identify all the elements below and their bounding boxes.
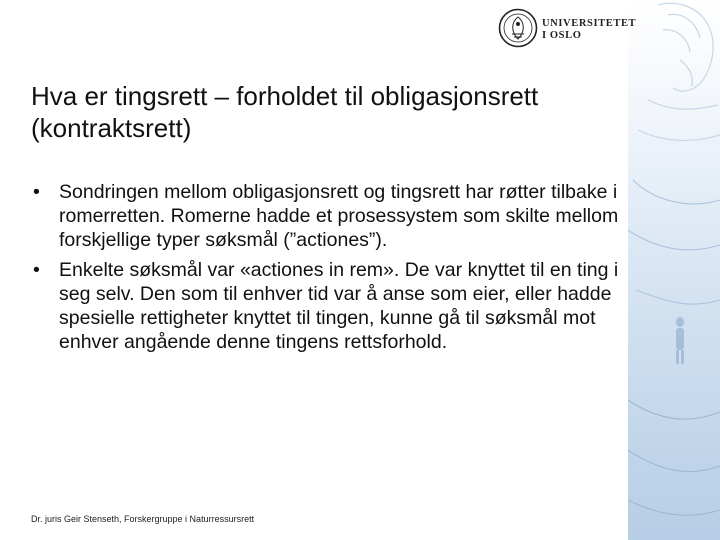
university-logo [498,8,637,50]
logo-line-1: UNIVERSITETET [542,18,637,29]
bullet-list [31,180,631,360]
decorative-side-band [628,0,720,540]
statue-relief-decoration-icon [628,0,720,540]
bullet-item-2 [31,258,631,354]
bullet-item-1 [31,180,631,252]
bullet-text-1: Sondringen mellom obligasjonsrett og tingsrett har røtter tilbake i romerretten. Romerne hadde et prosessystem som skilte mellom forskjellige typer søksmål (”actiones”). [59,181,619,251]
slide-title: Hva er tingsrett – forholdet til obligasjonsrett (kontraktsrett) [31,81,539,143]
slide-footer: Dr. juris Geir Stenseth, Forskergruppe i Naturressursrett [31,514,255,524]
bullet-icon: • [33,259,40,281]
logo-line-2: I OSLO [542,30,582,41]
university-name [542,18,636,42]
bullet-text-2: Enkelte søksmål var «actiones in rem». De var knyttet til en ting i seg selv. Den som til enhver tid var å anse som eier, eller hadde spesielle rettigheter knyttet til tingen, kunne gå til søksmål mot enhver angående denne tingens rettsforhold. [59,259,619,353]
university-seal-icon [498,8,538,48]
bullet-icon: • [33,181,40,203]
